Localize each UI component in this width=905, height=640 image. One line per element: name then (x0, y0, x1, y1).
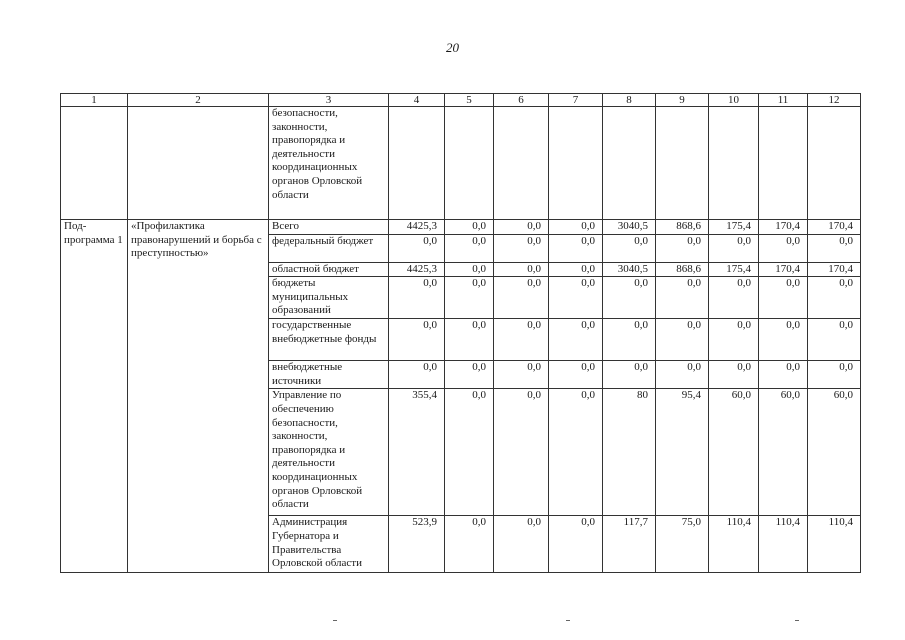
value-cell: 0,0 (549, 262, 603, 277)
value-cell: 170,4 (759, 220, 808, 235)
value-cell: 0,0 (603, 234, 656, 262)
value-cell: 355,4 (389, 389, 445, 516)
value-cell: 110,4 (709, 516, 759, 573)
value-cell: 0,0 (494, 516, 549, 573)
column-header: 1 (61, 94, 128, 107)
value-cell: 0,0 (549, 319, 603, 361)
value-cell: 60,0 (709, 389, 759, 516)
value-cell: 0,0 (603, 277, 656, 319)
column-header: 12 (808, 94, 861, 107)
value-cell: 110,4 (759, 516, 808, 573)
value-cell: 4425,3 (389, 220, 445, 235)
column-header: 7 (549, 94, 603, 107)
value-cell: 0,0 (445, 516, 494, 573)
value-cell: 0,0 (445, 319, 494, 361)
column-header: 2 (128, 94, 269, 107)
value-cell: 95,4 (656, 389, 709, 516)
value-cell: 0,0 (494, 234, 549, 262)
value-cell: 60,0 (759, 389, 808, 516)
value-cell: 0,0 (445, 277, 494, 319)
funding-source: Администрация Губернатора и Правительства Орловской области (269, 516, 389, 573)
value-cell: 0,0 (549, 220, 603, 235)
value-cell: 0,0 (808, 361, 861, 389)
funding-source: Управление по обеспечению безопасности, законности, правопорядка и деятельности координационных органов Орловской области (269, 389, 389, 516)
value-cell: 0,0 (808, 234, 861, 262)
value-cell: 0,0 (759, 319, 808, 361)
value-cell: 0,0 (445, 234, 494, 262)
funding-source: федеральный бюджет (269, 234, 389, 262)
column-header: 8 (603, 94, 656, 107)
value-cell: 868,6 (656, 262, 709, 277)
value-cell: 0,0 (759, 234, 808, 262)
value-cell: 117,7 (603, 516, 656, 573)
column-header: 10 (709, 94, 759, 107)
value-cell: 0,0 (445, 262, 494, 277)
value-cell: 0,0 (656, 361, 709, 389)
value-cell: 868,6 (656, 220, 709, 235)
value-cell: 0,0 (549, 361, 603, 389)
value-cell: 0,0 (549, 234, 603, 262)
value-cell: 523,9 (389, 516, 445, 573)
value-cell: 0,0 (709, 361, 759, 389)
column-header: 6 (494, 94, 549, 107)
value-cell: 110,4 (808, 516, 861, 573)
funding-source: Всего (269, 220, 389, 235)
value-cell: 170,4 (808, 262, 861, 277)
value-cell: 0,0 (709, 234, 759, 262)
value-cell: 0,0 (494, 277, 549, 319)
empty-cell (759, 107, 808, 220)
value-cell: 0,0 (759, 361, 808, 389)
value-cell: 0,0 (709, 319, 759, 361)
scan-mark (795, 620, 799, 621)
budget-table (60, 93, 861, 573)
value-cell: 170,4 (759, 262, 808, 277)
value-cell: 0,0 (494, 389, 549, 516)
subprogram-name: «Профилактика правонарушений и борьба с преступностью» (128, 220, 269, 573)
value-cell: 0,0 (494, 262, 549, 277)
value-cell: 0,0 (549, 389, 603, 516)
funding-source: бюджеты муниципальных образований (269, 277, 389, 319)
value-cell: 0,0 (759, 277, 808, 319)
scan-mark (333, 620, 337, 621)
value-cell: 3040,5 (603, 262, 656, 277)
empty-cell (808, 107, 861, 220)
value-cell: 175,4 (709, 220, 759, 235)
value-cell: 0,0 (656, 319, 709, 361)
value-cell: 0,0 (603, 319, 656, 361)
value-cell: 0,0 (808, 319, 861, 361)
empty-cell (603, 107, 656, 220)
table-row (61, 220, 861, 235)
empty-cell (494, 107, 549, 220)
scan-mark (566, 620, 570, 621)
value-cell: 0,0 (603, 361, 656, 389)
empty-cell (709, 107, 759, 220)
value-cell: 75,0 (656, 516, 709, 573)
value-cell: 0,0 (709, 277, 759, 319)
value-cell: 60,0 (808, 389, 861, 516)
value-cell: 0,0 (494, 319, 549, 361)
column-header: 5 (445, 94, 494, 107)
value-cell: 0,0 (445, 361, 494, 389)
funding-source: государственные внебюджетные фонды (269, 319, 389, 361)
empty-cell (389, 107, 445, 220)
value-cell: 3040,5 (603, 220, 656, 235)
continuation-row (61, 107, 861, 220)
value-cell: 0,0 (389, 234, 445, 262)
value-cell: 0,0 (549, 277, 603, 319)
value-cell: 0,0 (494, 220, 549, 235)
value-cell: 0,0 (494, 361, 549, 389)
value-cell: 0,0 (808, 277, 861, 319)
funding-source: областной бюджет (269, 262, 389, 277)
value-cell: 0,0 (389, 319, 445, 361)
column-header: 4 (389, 94, 445, 107)
column-header: 9 (656, 94, 709, 107)
funding-source: внебюджетные источники (269, 361, 389, 389)
value-cell: 0,0 (549, 516, 603, 573)
empty-cell (128, 107, 269, 220)
value-cell: 170,4 (808, 220, 861, 235)
value-cell: 0,0 (445, 389, 494, 516)
continuation-text: безопасности, законности, правопорядка и деятельности координационных органов Орловской области (269, 107, 389, 220)
value-cell: 0,0 (656, 234, 709, 262)
value-cell: 0,0 (389, 361, 445, 389)
empty-cell (549, 107, 603, 220)
value-cell: 0,0 (445, 220, 494, 235)
column-header: 11 (759, 94, 808, 107)
empty-cell (656, 107, 709, 220)
value-cell: 175,4 (709, 262, 759, 277)
empty-cell (61, 107, 128, 220)
empty-cell (445, 107, 494, 220)
value-cell: 0,0 (656, 277, 709, 319)
column-header: 3 (269, 94, 389, 107)
value-cell: 0,0 (389, 277, 445, 319)
value-cell: 80 (603, 389, 656, 516)
subprogram-id: Под-программа 1 (61, 220, 128, 573)
page-number: 20 (446, 40, 459, 55)
column-number-row (61, 94, 861, 107)
value-cell: 4425,3 (389, 262, 445, 277)
